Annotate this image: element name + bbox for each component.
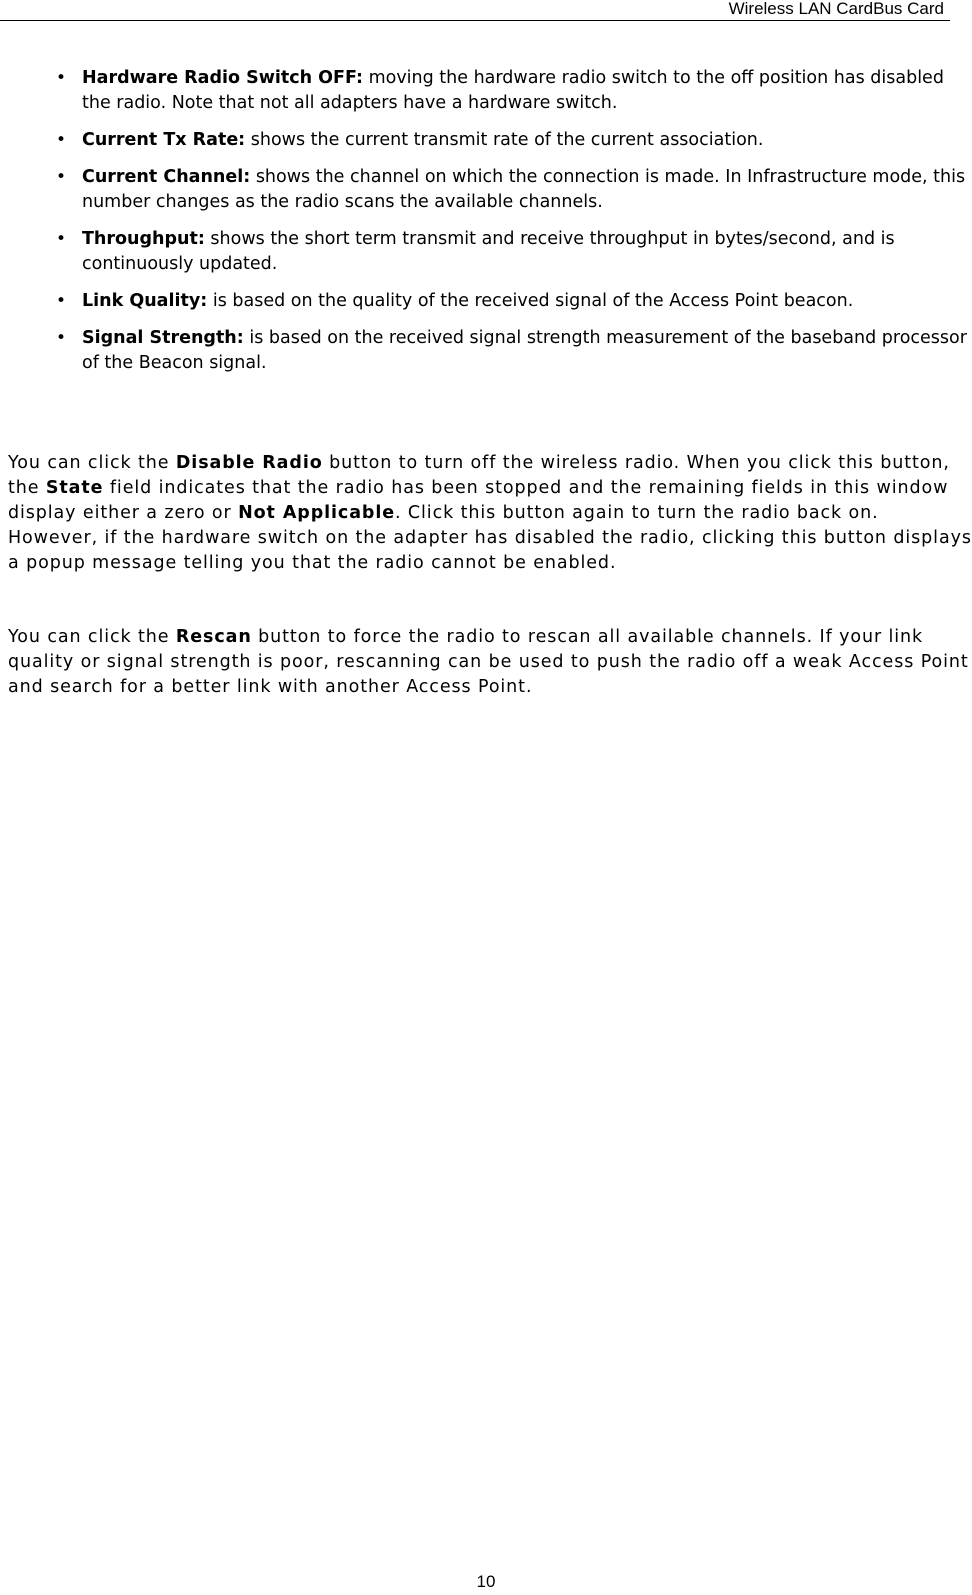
- paragraph-bold-term: Not Applicable: [238, 503, 395, 523]
- paragraph-text: button to turn off the wireless radio. When you click this button, the: [8, 453, 950, 498]
- list-item-term: Current Tx Rate:: [82, 130, 246, 150]
- list-item: [0, 66, 972, 116]
- paragraph-bold-term: State: [45, 478, 104, 498]
- paragraph-text: You can click the: [8, 453, 176, 473]
- list-item-term: Hardware Radio Switch OFF:: [82, 68, 363, 88]
- header-title: Wireless LAN CardBus Card: [728, 0, 944, 18]
- list-item-term: Link Quality:: [82, 291, 208, 311]
- bullet-icon: •: [56, 328, 67, 348]
- paragraph-text: button to force the radio to rescan all available channels. If your link quality or signal strength is poor, rescanning can be used to push the radio off a weak Access Point and search for a better link with another Access Point.: [8, 627, 969, 697]
- paragraph-bold-term: Rescan: [175, 627, 252, 647]
- bullet-icon: •: [56, 229, 67, 249]
- bullet-icon: •: [56, 68, 67, 88]
- list-item: [0, 128, 972, 153]
- disable-radio-paragraph: [8, 451, 972, 576]
- page-number: 10: [476, 1572, 496, 1591]
- list-item-term: Throughput:: [82, 229, 205, 249]
- status-field-list: [0, 66, 972, 388]
- bullet-icon: •: [56, 291, 67, 311]
- list-item-term: Signal Strength:: [82, 328, 244, 348]
- list-item-term: Current Channel:: [82, 167, 251, 187]
- list-item-text: moving the hardware radio switch to the off position has disabled the radio. Note that not all adapters have a hardware switch.: [82, 68, 944, 113]
- list-item: [0, 326, 972, 376]
- list-item-text: is based on the received signal strength measurement of the baseband processor of the Beacon signal.: [82, 328, 967, 373]
- page-header: [0, 0, 950, 21]
- paragraph-text: . Click this button again to turn the radio back on. However, if the hardware switch on the adapter has disabled the radio, clicking this button displays a popup message telling you that the radio cannot be enabled.: [8, 503, 972, 573]
- list-item: [0, 165, 972, 215]
- list-item-text: shows the current transmit rate of the current association.: [245, 130, 764, 150]
- list-item: [0, 227, 972, 277]
- rescan-paragraph: [8, 625, 972, 700]
- paragraph-bold-term: Disable Radio: [175, 453, 323, 473]
- list-item-text: shows the short term transmit and receive throughput in bytes/second, and is continuously updated.: [82, 229, 895, 274]
- list-item: [0, 289, 972, 314]
- list-item-text: is based on the quality of the received signal of the Access Point beacon.: [207, 291, 854, 311]
- bullet-icon: •: [56, 130, 67, 150]
- bullet-icon: •: [56, 167, 67, 187]
- list-item-text: shows the channel on which the connection is made. In Infrastructure mode, this number changes as the radio scans the available channels.: [82, 167, 966, 212]
- paragraph-text: field indicates that the radio has been stopped and the remaining fields in this window display either a zero or: [8, 478, 949, 523]
- paragraph-text: You can click the: [8, 627, 176, 647]
